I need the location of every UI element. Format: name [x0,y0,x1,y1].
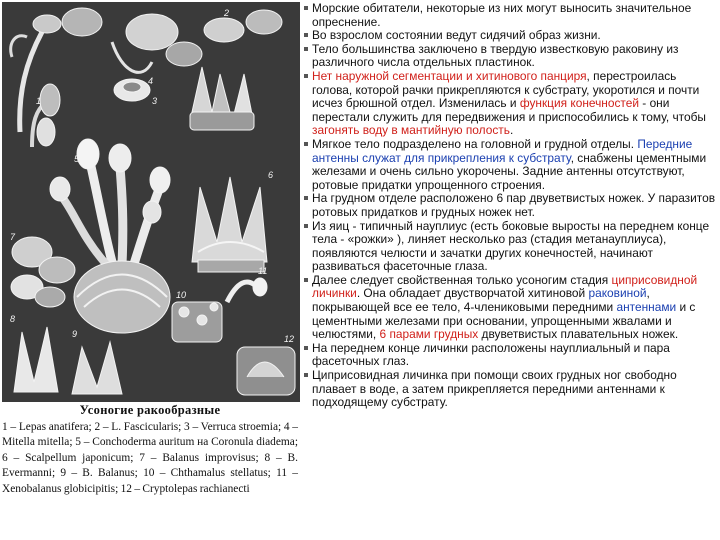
text-segment: На грудном отделе расположено 6 пар двуветвистых ножек. У паразитов ротовых придатков и грудных ножек нет. [312,191,716,219]
svg-text:5: 5 [74,154,80,164]
text-segment: Циприсовидная личинка при помощи своих грудных ног свободно плавает в воде, а затем прикрепляется передними антеннами к подходящему субстрату. [312,368,677,410]
text-segment: двуветвистых плавательных ножек. [478,327,679,342]
highlight-red: функция конечностей [519,96,639,111]
svg-text:8: 8 [10,314,16,324]
text-segment: и с цементными железами при основании, упрощенными жвалами и челюстями, [312,300,696,342]
bullet-paragraph [304,29,716,43]
text-segment: Морские обитатели, некоторые из них могут выносить значительное опреснение. [312,1,692,29]
svg-text:2: 2 [224,8,230,18]
svg-text:3: 3 [152,96,158,106]
text-panel [304,2,716,410]
svg-text:7: 7 [10,232,16,242]
caption-species-list: 1 – Lepas anatifera; 2 – L. Fascicularis; 3 – Verruca stroemia; 4 – Mitella mitella; 5 – Conchoderma auritum на Coronula diadema; 6 – Scalpellum japonicum; 7 – Balanus improvisus; 8 – B. Evermanni; 9 – B. Balanus; 10 – Chthamalus stellatus; 11 – Xenobalanus globicipitis; 12 – Cryptolepas rachianecti [2,420,298,495]
plate-caption [2,403,298,498]
text-segment: , покрывающей все ее тело, 4-члениковыми передними [312,286,650,315]
text-segment: Мягкое тело подразделено на головной и грудной отделы. [312,136,638,151]
text-segment: Далее следует свойственная только усоногим стадия [312,272,612,287]
bullet-paragraph [304,369,716,410]
svg-text:11: 11 [258,266,268,276]
illustration-plate [0,0,302,540]
bullet-paragraph [304,2,716,29]
svg-text:10: 10 [176,290,187,300]
highlight-red: загонять воду в мантийную полость [312,123,510,138]
highlight-blue: Передние антенны служат для прикрепления к субстрату [312,136,693,165]
bullet-paragraph [304,70,716,138]
bullet-paragraph [304,192,716,219]
figure-chthamalus [172,302,222,342]
svg-text:4: 4 [148,76,154,86]
bullet-paragraph [304,274,716,342]
text-segment: На переднем конце личинки расположены науплиальный и пара фасеточных глаз. [312,340,670,369]
svg-text:1: 1 [36,96,42,106]
svg-text:9: 9 [72,329,78,339]
figure-cryptolepas [237,347,295,395]
text-segment: , снабжены цементными железами и очень сильно укорочены. Задние антенны отсутствуют, ротовые придатки упрощенного строения. [312,150,707,192]
highlight-red: Нет наружной сегментации и хитинового панциря [312,68,587,83]
highlight-red: 6 парами грудных [379,327,479,342]
barnacle-engraving [2,2,300,402]
highlight-blue: раковиной [588,286,647,301]
text-segment: . Она обладает двустворчатой хитиновой [356,286,589,301]
highlight-blue: антеннами [616,300,677,315]
bullet-paragraph [304,342,716,369]
text-segment: Во взрослом состоянии ведут сидячий образ жизни. [312,28,601,43]
text-segment: Тело большинства заключено в твердую известковую раковину из различного числа отдельных пластинок. [312,41,679,70]
bullet-paragraph [304,138,716,192]
text-segment: - они перестали служить для передвижения и приспособились к тому, чтобы [312,96,706,124]
bullet-paragraph [304,220,716,274]
text-segment: . [509,123,514,138]
highlight-red: циприсовидной личинки [312,272,698,301]
svg-text:6: 6 [268,170,274,180]
text-segment: Из яиц - типичный науплиус (есть боковые выросты на переднем конце тела - «рожки» ), линяет несколько раз (стадия метанауплиуса), появляются челюсти и зачатки других конечностей, начинают развиваться фасеточные глаза. [312,218,710,274]
figure-verruca [114,79,150,101]
bullet-paragraph [304,43,716,70]
svg-text:12: 12 [284,334,295,344]
text-segment: , перестроилась голова, которой рачки прикрепляются к субстрату, укоротился и почти исчез брюшной отдел. Изменилась и [312,68,700,111]
caption-title: Усоногие ракообразные [79,403,221,417]
